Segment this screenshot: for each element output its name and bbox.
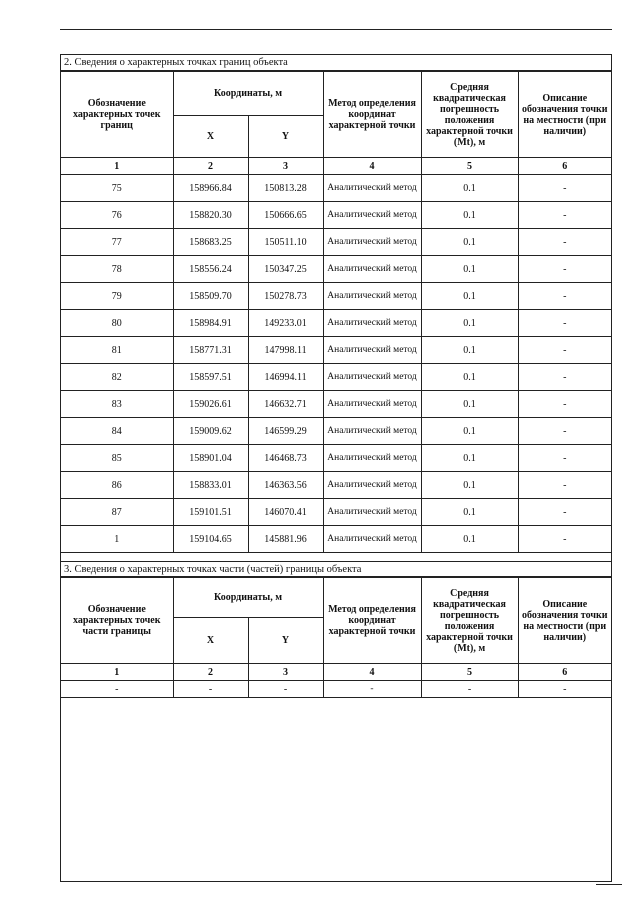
cell-desc: - bbox=[518, 310, 611, 337]
cell-y: 146363.56 bbox=[248, 472, 323, 499]
table-row bbox=[61, 364, 611, 391]
cell-x: 159104.65 bbox=[173, 526, 248, 553]
section3-header-method: Метод определения координат характерной точки bbox=[323, 578, 421, 664]
cell-point: 82 bbox=[61, 364, 173, 391]
cell-y: 150347.25 bbox=[248, 256, 323, 283]
cell-y: - bbox=[248, 681, 323, 698]
section2-colnum-5: 5 bbox=[421, 158, 518, 175]
cell-mt: 0.1 bbox=[421, 256, 518, 283]
cell-x: 158683.25 bbox=[173, 229, 248, 256]
table-row bbox=[61, 391, 611, 418]
cell-x: 158509.70 bbox=[173, 283, 248, 310]
cell-y: 150666.65 bbox=[248, 202, 323, 229]
section2-header-y: Y bbox=[248, 116, 323, 158]
top-rule bbox=[60, 29, 612, 30]
cell-point: 80 bbox=[61, 310, 173, 337]
cell-y: 146994.11 bbox=[248, 364, 323, 391]
cell-y: 147998.11 bbox=[248, 337, 323, 364]
cell-desc: - bbox=[518, 499, 611, 526]
cell-point: 81 bbox=[61, 337, 173, 364]
section2-colnum-4: 4 bbox=[323, 158, 421, 175]
table-row bbox=[61, 229, 611, 256]
cell-method: - bbox=[323, 681, 421, 698]
cell-method: Аналитический метод bbox=[323, 229, 421, 256]
section3-colnum-6: 6 bbox=[518, 664, 611, 681]
cell-x: 158984.91 bbox=[173, 310, 248, 337]
cell-method: Аналитический метод bbox=[323, 445, 421, 472]
table-row bbox=[61, 256, 611, 283]
cell-mt: - bbox=[421, 681, 518, 698]
section3-colnum-4: 4 bbox=[323, 664, 421, 681]
cell-method: Аналитический метод bbox=[323, 391, 421, 418]
cell-mt: 0.1 bbox=[421, 526, 518, 553]
cell-x: 158820.30 bbox=[173, 202, 248, 229]
cell-point: 83 bbox=[61, 391, 173, 418]
cell-desc: - bbox=[518, 283, 611, 310]
cell-y: 146599.29 bbox=[248, 418, 323, 445]
table-row bbox=[61, 175, 611, 202]
cell-point: 86 bbox=[61, 472, 173, 499]
table-row bbox=[61, 283, 611, 310]
section3-header-error: Средняя квадратическая погрешность положения характерной точки (Mt), м bbox=[421, 578, 518, 664]
cell-x: 158597.51 bbox=[173, 364, 248, 391]
section2-table bbox=[61, 71, 611, 553]
cell-desc: - bbox=[518, 256, 611, 283]
table-row bbox=[61, 418, 611, 445]
cell-method: Аналитический метод bbox=[323, 499, 421, 526]
cell-x: 159101.51 bbox=[173, 499, 248, 526]
cell-desc: - bbox=[518, 364, 611, 391]
section3-header-x: X bbox=[173, 618, 248, 664]
cell-desc: - bbox=[518, 681, 611, 698]
cell-desc: - bbox=[518, 418, 611, 445]
cell-y: 146468.73 bbox=[248, 445, 323, 472]
cell-desc: - bbox=[518, 175, 611, 202]
section2-header-description: Описание обозначения точки на местности (при наличии) bbox=[518, 72, 611, 158]
cell-mt: 0.1 bbox=[421, 418, 518, 445]
table-row bbox=[61, 310, 611, 337]
table-row bbox=[61, 499, 611, 526]
cell-x: 158771.31 bbox=[173, 337, 248, 364]
section2-colnum-1: 1 bbox=[61, 158, 173, 175]
cell-method: Аналитический метод bbox=[323, 472, 421, 499]
section3-title: 3. Сведения о характерных точках части (частей) границы объекта bbox=[61, 561, 611, 577]
section2-header-designation: Обозначение характерных точек границ bbox=[61, 72, 173, 158]
document-frame bbox=[60, 54, 612, 882]
cell-mt: 0.1 bbox=[421, 499, 518, 526]
cell-x: 159026.61 bbox=[173, 391, 248, 418]
cell-method: Аналитический метод bbox=[323, 256, 421, 283]
cell-y: 150511.10 bbox=[248, 229, 323, 256]
cell-mt: 0.1 bbox=[421, 472, 518, 499]
cell-mt: 0.1 bbox=[421, 337, 518, 364]
section3-header-coords: Координаты, м bbox=[173, 578, 323, 618]
cell-mt: 0.1 bbox=[421, 364, 518, 391]
cell-method: Аналитический метод bbox=[323, 337, 421, 364]
cell-method: Аналитический метод bbox=[323, 364, 421, 391]
section3-header-description: Описание обозначения точки на местности (при наличии) bbox=[518, 578, 611, 664]
cell-method: Аналитический метод bbox=[323, 175, 421, 202]
cell-y: 149233.01 bbox=[248, 310, 323, 337]
cell-point: 77 bbox=[61, 229, 173, 256]
table-row bbox=[61, 445, 611, 472]
cell-desc: - bbox=[518, 337, 611, 364]
cell-point: 76 bbox=[61, 202, 173, 229]
table-row bbox=[61, 472, 611, 499]
cell-mt: 0.1 bbox=[421, 445, 518, 472]
cell-point: 84 bbox=[61, 418, 173, 445]
table-row bbox=[61, 681, 611, 698]
cell-y: 145881.96 bbox=[248, 526, 323, 553]
cell-desc: - bbox=[518, 526, 611, 553]
section2-title: 2. Сведения о характерных точках границ объекта bbox=[61, 55, 611, 71]
cell-method: Аналитический метод bbox=[323, 418, 421, 445]
footer-dash bbox=[596, 884, 622, 885]
cell-point: 78 bbox=[61, 256, 173, 283]
section2-header-coords: Координаты, м bbox=[173, 72, 323, 116]
cell-mt: 0.1 bbox=[421, 229, 518, 256]
cell-point: 85 bbox=[61, 445, 173, 472]
cell-x: 158833.01 bbox=[173, 472, 248, 499]
cell-point: 1 bbox=[61, 526, 173, 553]
cell-point: 79 bbox=[61, 283, 173, 310]
cell-x: 158966.84 bbox=[173, 175, 248, 202]
cell-desc: - bbox=[518, 391, 611, 418]
cell-mt: 0.1 bbox=[421, 391, 518, 418]
table-row bbox=[61, 337, 611, 364]
cell-method: Аналитический метод bbox=[323, 202, 421, 229]
cell-method: Аналитический метод bbox=[323, 310, 421, 337]
cell-method: Аналитический метод bbox=[323, 526, 421, 553]
cell-mt: 0.1 bbox=[421, 310, 518, 337]
cell-y: 150278.73 bbox=[248, 283, 323, 310]
section3-header-designation: Обозначение характерных точек части границы bbox=[61, 578, 173, 664]
section3-colnum-5: 5 bbox=[421, 664, 518, 681]
cell-y: 146632.71 bbox=[248, 391, 323, 418]
cell-mt: 0.1 bbox=[421, 283, 518, 310]
cell-desc: - bbox=[518, 472, 611, 499]
section2-header-method: Метод определения координат характерной точки bbox=[323, 72, 421, 158]
section2-colnum-6: 6 bbox=[518, 158, 611, 175]
section2-colnum-3: 3 bbox=[248, 158, 323, 175]
section2-colnum-2: 2 bbox=[173, 158, 248, 175]
cell-y: 150813.28 bbox=[248, 175, 323, 202]
section3-table bbox=[61, 577, 611, 698]
table-row bbox=[61, 526, 611, 553]
cell-x: 158556.24 bbox=[173, 256, 248, 283]
cell-desc: - bbox=[518, 202, 611, 229]
section3-colnum-2: 2 bbox=[173, 664, 248, 681]
section3-colnum-3: 3 bbox=[248, 664, 323, 681]
cell-point: 75 bbox=[61, 175, 173, 202]
cell-x: - bbox=[173, 681, 248, 698]
cell-mt: 0.1 bbox=[421, 202, 518, 229]
cell-y: 146070.41 bbox=[248, 499, 323, 526]
cell-desc: - bbox=[518, 445, 611, 472]
cell-point: - bbox=[61, 681, 173, 698]
section2-header-x: X bbox=[173, 116, 248, 158]
cell-mt: 0.1 bbox=[421, 175, 518, 202]
cell-method: Аналитический метод bbox=[323, 283, 421, 310]
cell-x: 159009.62 bbox=[173, 418, 248, 445]
cell-point: 87 bbox=[61, 499, 173, 526]
section3-header-y: Y bbox=[248, 618, 323, 664]
table-row bbox=[61, 202, 611, 229]
cell-desc: - bbox=[518, 229, 611, 256]
section3-colnum-1: 1 bbox=[61, 664, 173, 681]
section2-header-error: Средняя квадратическая погрешность положения характерной точки (Mt), м bbox=[421, 72, 518, 158]
cell-x: 158901.04 bbox=[173, 445, 248, 472]
